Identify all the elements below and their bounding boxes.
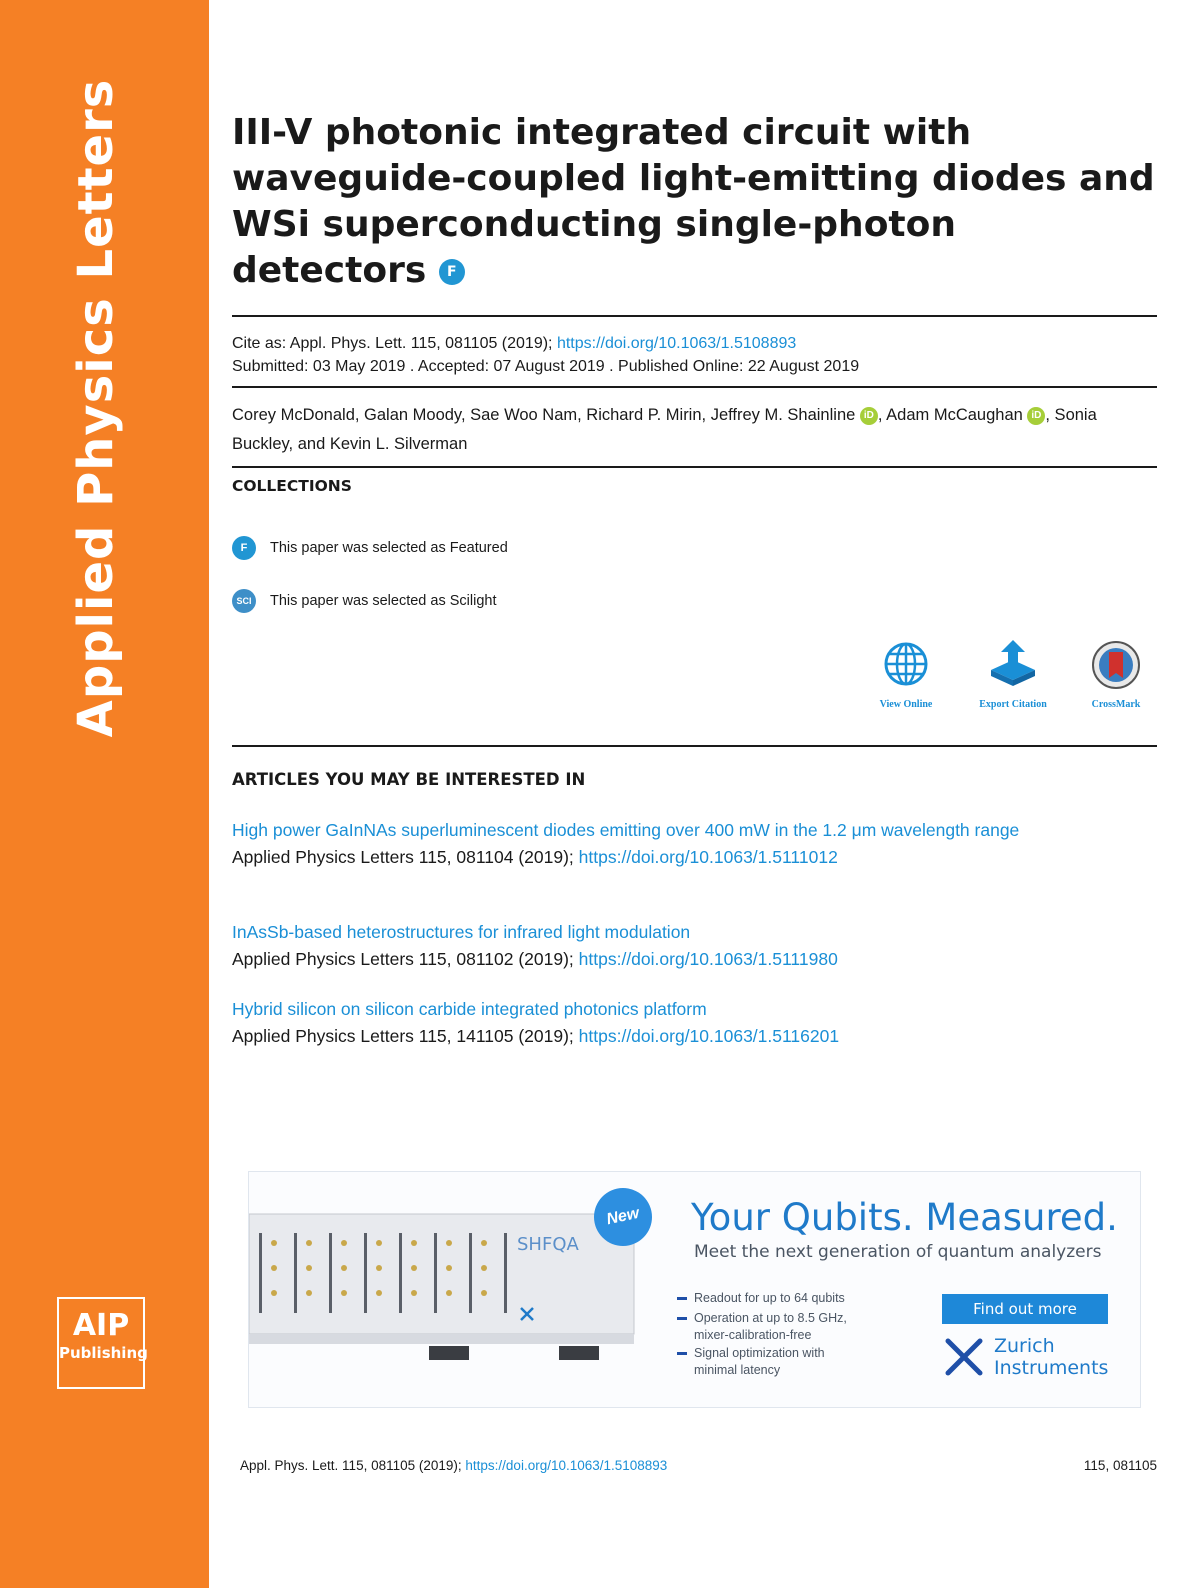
article-actions [860, 640, 1160, 720]
divider [232, 315, 1157, 317]
brand-line: Instruments [994, 1357, 1109, 1379]
crossmark-button[interactable] [1068, 640, 1164, 710]
related-article-ref: Applied Physics Letters 115, 081104 (2019); [232, 847, 579, 867]
instrument-image-icon [249, 1208, 649, 1368]
article-title [232, 110, 1157, 294]
related-article-doi-link[interactable]: https://doi.org/10.1063/1.5111012 [578, 847, 838, 867]
authors-part-2: , Adam McCaughan [877, 406, 1028, 424]
collection-item-featured[interactable] [232, 534, 508, 562]
related-article [232, 919, 1157, 973]
export-citation-button[interactable] [965, 640, 1061, 710]
orcid-icon[interactable]: iD [1027, 407, 1045, 425]
divider [232, 745, 1157, 747]
ad-feature: Signal optimization with minimal latency [694, 1345, 864, 1379]
new-badge: New [589, 1183, 658, 1252]
view-online-label: View Online [879, 699, 933, 710]
related-article [232, 996, 1157, 1050]
footer-cite: Appl. Phys. Lett. 115, 081105 (2019); [240, 1458, 466, 1473]
related-articles-heading: ARTICLES YOU MAY BE INTERESTED IN [232, 770, 586, 789]
featured-badge-icon[interactable]: F [439, 259, 465, 285]
ad-feature: Readout for up to 64 qubits [694, 1291, 845, 1305]
related-article-title-link[interactable]: High power GaInNAs superluminescent diodes emitting over 400 mW in the 1.2 μm wavelength range [232, 820, 1020, 840]
crossmark-icon [1091, 640, 1141, 690]
find-out-more-button[interactable]: Find out more [942, 1294, 1108, 1324]
product-label: SHFQA [517, 1234, 579, 1255]
export-citation-label: Export Citation [979, 699, 1047, 710]
advertisement-banner[interactable] [248, 1171, 1141, 1408]
logo-text-publishing: Publishing [59, 1344, 148, 1362]
cite-label: Cite as: Appl. Phys. Lett. 115, 081105 (2019); [232, 335, 557, 352]
scilight-icon: SCI [232, 589, 256, 613]
divider [232, 466, 1157, 468]
related-article-ref: Applied Physics Letters 115, 081102 (2019); [232, 949, 579, 969]
collection-item-scilight[interactable] [232, 587, 496, 615]
brand-line: Zurich [994, 1335, 1055, 1357]
article-doi-link[interactable]: https://doi.org/10.1063/1.5108893 [556, 335, 797, 352]
logo-text-aip: AIP [72, 1308, 130, 1343]
related-article-title-link[interactable]: Hybrid silicon on silicon carbide integrated photonics platform [232, 999, 707, 1019]
footer-page-id: 115, 081105 [1083, 1458, 1157, 1473]
divider [232, 386, 1157, 388]
featured-icon: F [232, 536, 256, 560]
collection-text: This paper was selected as Featured [270, 540, 508, 556]
collection-text: This paper was selected as Scilight [270, 593, 497, 609]
citation-block [232, 332, 1157, 378]
journal-name: Applied Physics Letters [68, 78, 124, 738]
ad-subheadline: Meet the next generation of quantum analyzers [694, 1242, 1102, 1262]
related-article-doi-link[interactable]: https://doi.org/10.1063/1.5111980 [578, 949, 838, 969]
ad-headline: Your Qubits. Measured. [691, 1196, 1118, 1239]
author-list [232, 401, 1157, 459]
orcid-icon[interactable]: iD [860, 407, 878, 425]
journal-sidebar [0, 0, 209, 1588]
aip-publishing-logo[interactable] [57, 1297, 148, 1389]
related-article-title-link[interactable]: InAsSb-based heterostructures for infrared light modulation [232, 922, 691, 942]
view-online-button[interactable] [858, 640, 954, 710]
footer-doi-link[interactable]: https://doi.org/10.1063/1.5108893 [465, 1458, 668, 1473]
footer-citation [240, 1458, 667, 1473]
authors-part-3: , Sonia Buckley, and Kevin L. Silverman [232, 406, 1097, 453]
export-icon [987, 640, 1039, 688]
crossmark-label: CrossMark [1091, 699, 1141, 710]
zurich-instruments-logo-icon [944, 1337, 984, 1377]
related-article [232, 817, 1157, 871]
authors-part-1: Corey McDonald, Galan Moody, Sae Woo Nam, Richard P. Mirin, Jeffrey M. Shainline [232, 406, 860, 424]
article-title-text: III-V photonic integrated circuit with waveguide-coupled light-emitting diodes and WSi superconducting single-photon detectors [232, 112, 1155, 291]
ad-feature: Operation at up to 8.5 GHz, mixer-calibration-free [694, 1310, 884, 1344]
related-article-doi-link[interactable]: https://doi.org/10.1063/1.5116201 [578, 1026, 840, 1046]
brand-name [994, 1335, 1108, 1379]
collections-heading: COLLECTIONS [232, 477, 352, 495]
globe-icon [882, 640, 930, 688]
related-article-ref: Applied Physics Letters 115, 141105 (2019); [232, 1026, 579, 1046]
publication-dates: Submitted: 03 May 2019 . Accepted: 07 August 2019 . Published Online: 22 August 2019 [232, 358, 860, 375]
